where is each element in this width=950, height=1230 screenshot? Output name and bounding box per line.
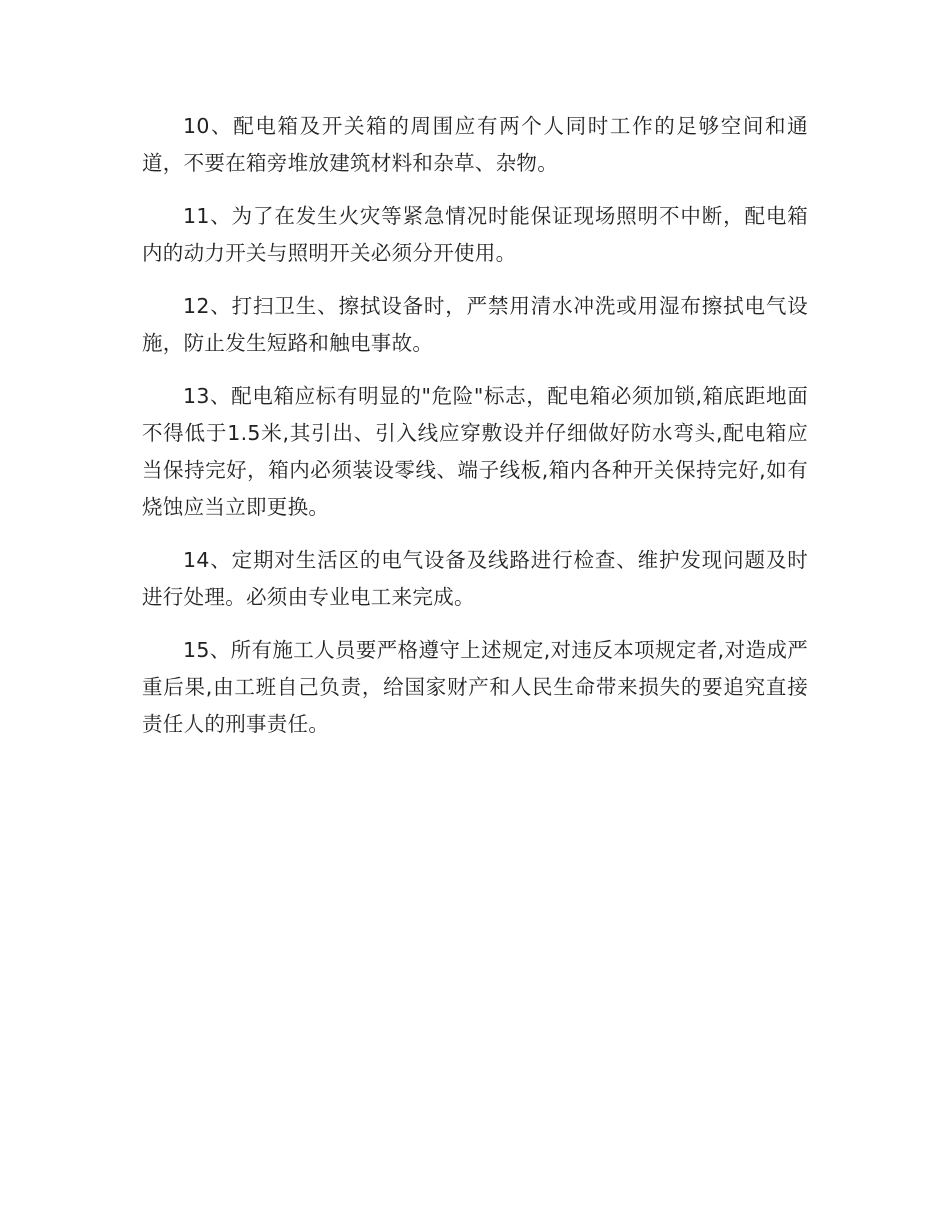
paragraph-14: 14、定期对生活区的电气设备及线路进行检查、维护发现问题及时进行处理。必须由专业电工来完成。 (142, 548, 808, 609)
paragraph-10: 10、配电箱及开关箱的周围应有两个人同时工作的足够空间和通道，不要在箱旁堆放建筑材料和杂草、杂物。 (142, 114, 808, 175)
paragraph-13: 13、配电箱应标有明显的"危险"标志，配电箱必须加锁,箱底距地面不得低于1.5米,其引出、引入线应穿敷设并仔细做好防水弯头,配电箱应当保持完好，箱内必须装设零线、端子线板,箱内各种开关保持完好,如有烧蚀应当立即更换。 (142, 384, 808, 519)
document-body (142, 108, 808, 759)
paragraph-12: 12、打扫卫生、擦拭设备时，严禁用清水冲洗或用湿布擦拭电气设施，防止发生短路和触电事故。 (142, 294, 808, 355)
paragraph-15: 15、所有施工人员要严格遵守上述规定,对违反本项规定者,对造成严重后果,由工班自己负责，给国家财产和人民生命带来损失的要追究直接责任人的刑事责任。 (142, 638, 808, 736)
paragraph-11: 11、为了在发生火灾等紧急情况时能保证现场照明不中断，配电箱内的动力开关与照明开关必须分开使用。 (142, 204, 808, 265)
